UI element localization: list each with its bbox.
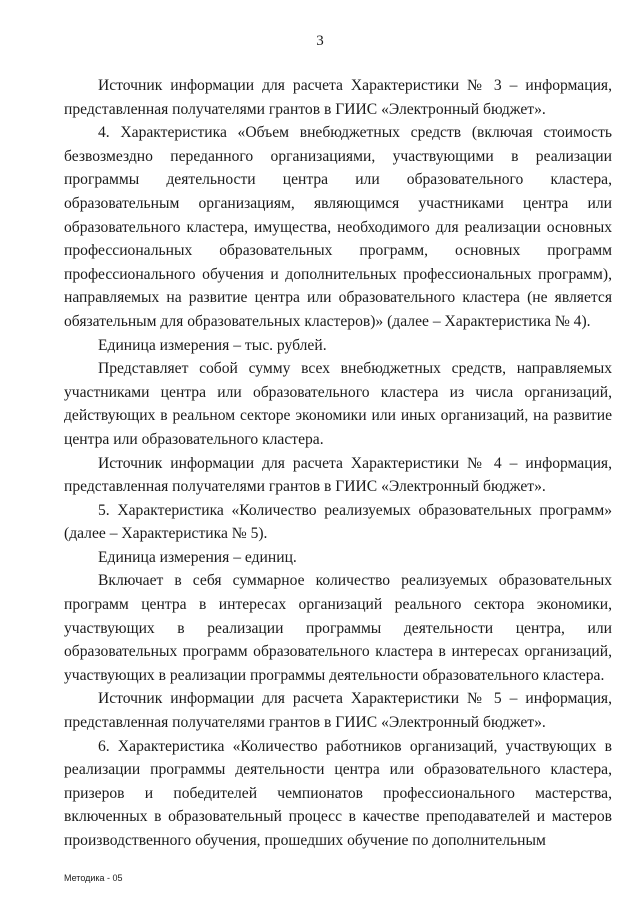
paragraph-characteristic-5: 5. Характеристика «Количество реализуемых образовательных программ» (далее – Характеристика № 5). [64,501,612,543]
paragraph-unit-thousand-rubles: Единица измерения – тыс. рублей. [98,336,327,354]
paragraph-source-characteristic-4: Источник информации для расчета Характеристики № 4 – информация, представленная получателями грантов в ГИИС «Электронный бюджет». [64,454,612,496]
paragraph-characteristic-4-description: Представляет собой сумму всех внебюджетных средств, направляемых участниками центра или образовательного кластера из числа организаций, действующих в реальном секторе экономики или иных организаций, на развитие центра или образовательного кластера. [64,360,612,448]
paragraph-source-characteristic-5: Источник информации для расчета Характеристики № 5 – информация, представленная получателями грантов в ГИИС «Электронный бюджет». [64,690,612,732]
paragraph-characteristic-5-description: Включает в себя суммарное количество реализуемых образовательных программ центра в интересах организаций реального сектора экономики, участвующих в реализации программы деятельности центра, или образовательных программ образовательного кластера в интересах организаций, участвующих в реализации программы деятельности образовательного кластера. [64,572,612,684]
paragraph-unit-units: Единица измерения – единиц. [98,548,297,566]
paragraph-characteristic-4: 4. Характеристика «Объем внебюджетных средств (включая стоимость безвозмездно переданного организациями, участвующими в реализации программы деятельности центра или образовательного кластера, образовательным организациям, являющимся участниками центра или образовательного кластера, имущества, необходимого для реализации основных профессиональных образовательных программ, основных программ профессионального обучения и дополнительных профессиональных программ), направляемых на развитие центра или образовательного кластера (не является обязательным для образовательных кластеров)» (далее – Характеристика № 4). [64,124,612,330]
paragraph-source-characteristic-3: Источник информации для расчета Характеристики № 3 – информация, представленная получателями грантов в ГИИС «Электронный бюджет». [64,77,612,118]
document-body [64,74,612,853]
footer-label: Методика - 05 [64,873,123,883]
paragraph-characteristic-6: 6. Характеристика «Количество работников организаций, участвующих в реализации программы деятельности центра или образовательного кластера, призеров и победителей чемпионатов профессионального мастерства, включенных в образовательный процесс в качестве преподавателей и мастеров производственного обучения, прошедших обучение по дополнительным [64,737,612,849]
page-number: 3 [316,33,324,49]
